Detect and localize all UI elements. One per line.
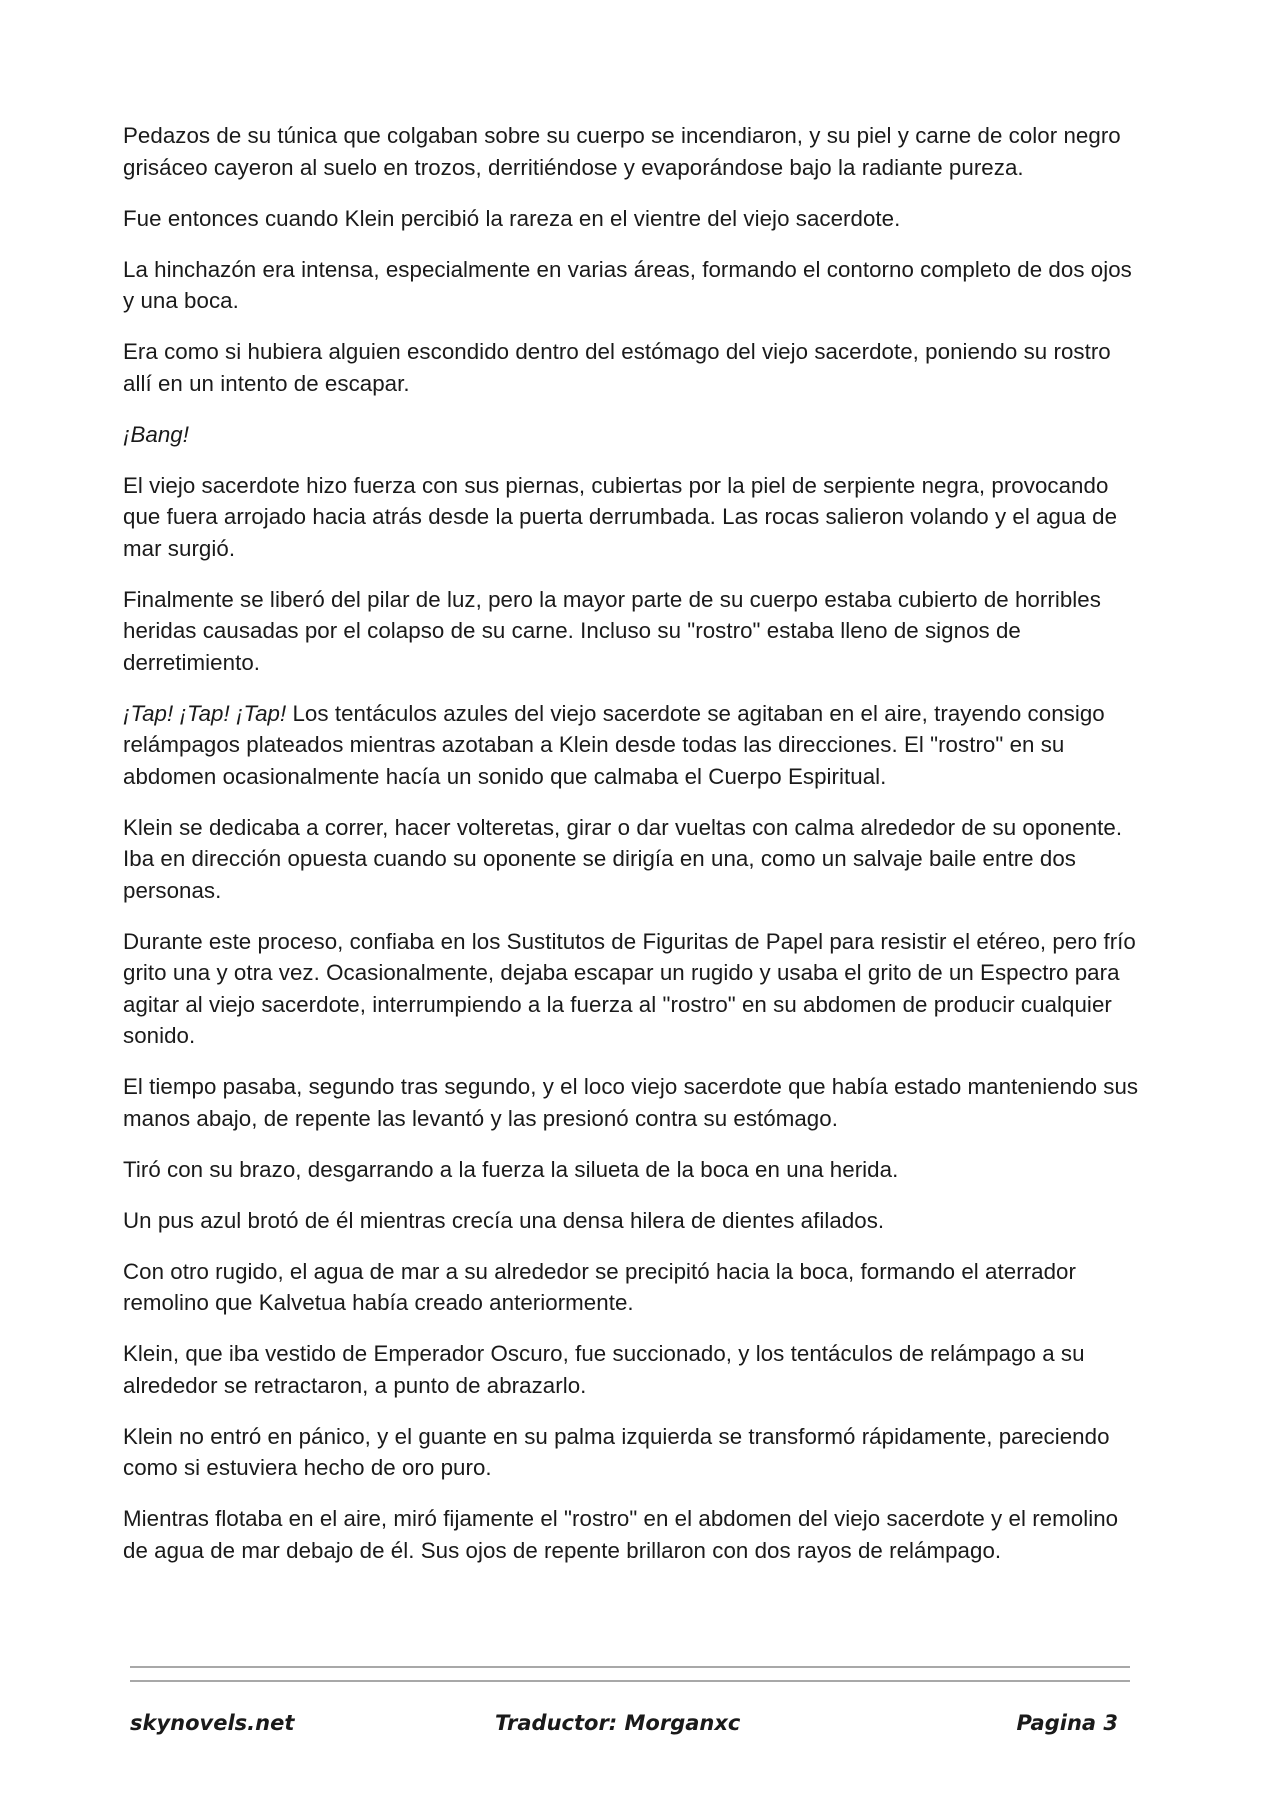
- paragraph-4: Era como si hubiera alguien escondido dentro del estómago del viejo sacerdote, poniendo su rostro allí en un intento de escapar.: [123, 339, 1111, 396]
- paragraph-2: Fue entonces cuando Klein percibió la rareza en el vientre del viejo sacerdote.: [123, 205, 901, 231]
- paragraph-9: Klein se dedicaba a correr, hacer volteretas, girar o dar vueltas con calma alrededor de su oponente. Iba en dirección opuesta cuando su oponente se dirigía en una, como un salvaje baile entre dos personas.: [123, 814, 1123, 903]
- paragraph-5: [123, 419, 1143, 451]
- paragraph-12: Tiró con su brazo, desgarrando a la fuerza la silueta de la boca en una herida.: [123, 1156, 899, 1182]
- paragraph-6: El viejo sacerdote hizo fuerza con sus piernas, cubiertas por la piel de serpiente negra, provocando que fuera arrojado hacia atrás desde la puerta derrumbada. Las rocas salieron volando y el agua de mar surgió.: [123, 472, 1118, 561]
- paragraph-7: Finalmente se liberó del pilar de luz, pero la mayor parte de su cuerpo estaba cubierto de horribles heridas causadas por el colapso de su carne. Incluso su "rostro" estaba lleno de signos de derretimiento.: [123, 586, 1101, 675]
- paragraph-3: La hinchazón era intensa, especialmente en varias áreas, formando el contorno completo de dos ojos y una boca.: [123, 256, 1132, 313]
- footer-translator: Traductor: Morganxc: [495, 1711, 741, 1735]
- page-footer: [130, 1711, 1130, 1751]
- footer-site: skynovels.net: [130, 1711, 295, 1735]
- sound-effect: ¡Tap! ¡Tap! ¡Tap!: [123, 700, 287, 726]
- paragraph-1: Pedazos de su túnica que colgaban sobre su cuerpo se incendiaron, y su piel y carne de color negro grisáceo cayeron al suelo en trozos, derritiéndose y evaporándose bajo la radiante pureza.: [123, 123, 1121, 180]
- paragraph-11: El tiempo pasaba, segundo tras segundo, y el loco viejo sacerdote que había estado manteniendo sus manos abajo, de repente las levantó y las presionó contra su estómago.: [123, 1074, 1139, 1131]
- paragraph-13: Un pus azul brotó de él mientras crecía una densa hilera de dientes afilados.: [123, 1207, 885, 1233]
- paragraph-16: Klein no entró en pánico, y el guante en su palma izquierda se transformó rápidamente, pareciendo como si estuviera hecho de oro puro.: [123, 1423, 1110, 1480]
- sound-effect: ¡Bang!: [123, 421, 189, 447]
- footer-page-number: Pagina 3: [1016, 1711, 1118, 1735]
- paragraph-8: ¡Tap! ¡Tap! ¡Tap! Los tentáculos azules del viejo sacerdote se agitaban en el aire, trayendo consigo relámpagos plateados mientras azotaban a Klein desde todas las direcciones. El "rostro" en su abdomen ocasionalmente hacía un sonido que calmaba el Cuerpo Espiritual.: [123, 700, 1105, 789]
- paragraph-15: Klein, que iba vestido de Emperador Oscuro, fue succionado, y los tentáculos de relámpago a su alrededor se retractaron, a punto de abrazarlo.: [123, 1341, 1085, 1398]
- footer-divider-bottom: [130, 1680, 1130, 1682]
- paragraph-14: Con otro rugido, el agua de mar a su alrededor se precipitó hacia la boca, formando el aterrador remolino que Kalvetua había creado anteriormente.: [123, 1258, 1076, 1315]
- footer-divider-top: [130, 1666, 1130, 1668]
- paragraph-17: Mientras flotaba en el aire, miró fijamente el "rostro" en el abdomen del viejo sacerdote y el remolino de agua de mar debajo de él. Sus ojos de repente brillaron con dos rayos de relámpago.: [123, 1506, 1119, 1563]
- paragraph-10: Durante este proceso, confiaba en los Sustitutos de Figuritas de Papel para resistir el etéreo, pero frío grito una y otra vez. Ocasionalmente, dejaba escapar un rugido y usaba el grito de un Espectro para agitar al viejo sacerdote, interrumpiendo a la fuerza al "rostro" en su abdomen de producir cualquier sonido.: [123, 928, 1136, 1048]
- chapter-text: [123, 120, 1143, 1586]
